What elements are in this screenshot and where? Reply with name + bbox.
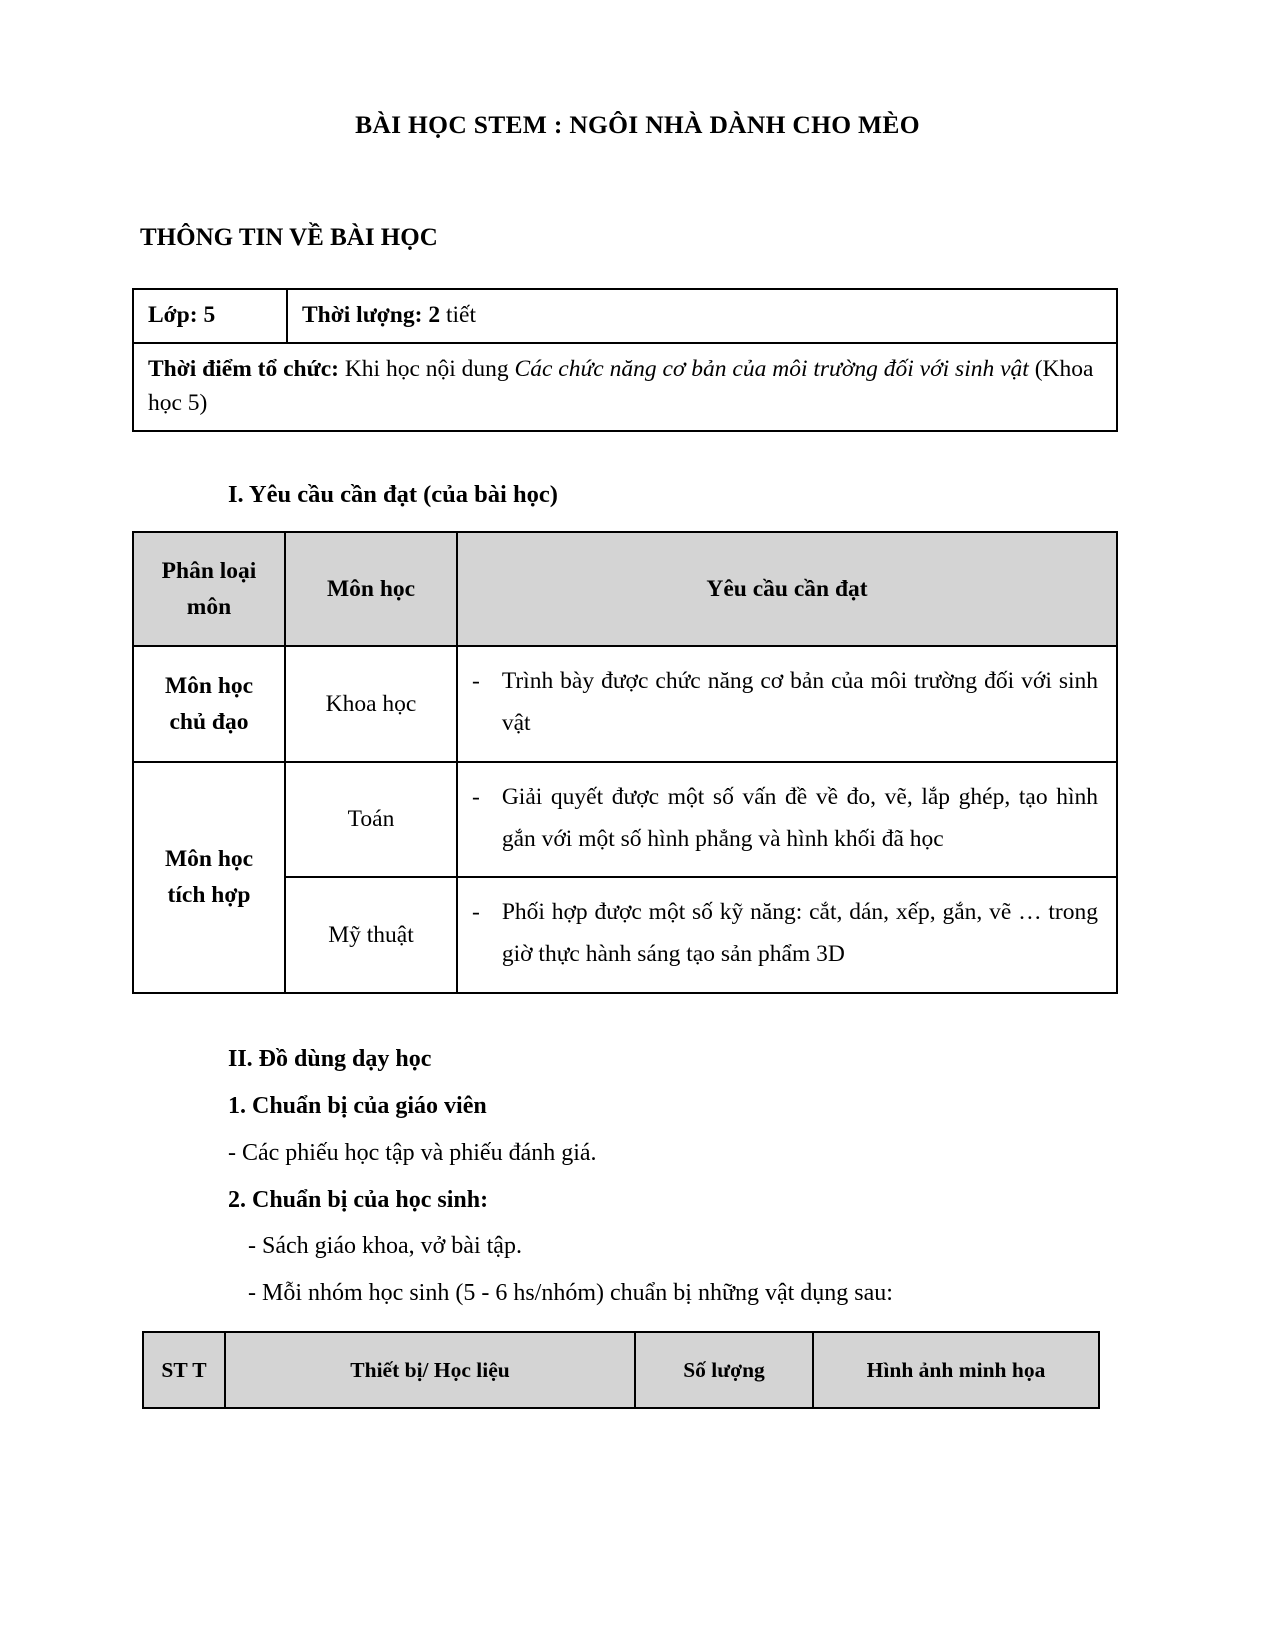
subject-type-cell: Môn học tích hợp — [133, 762, 285, 993]
timing-label: Thời điểm tổ chức: — [148, 355, 339, 382]
student-prep-text-1: - Sách giáo khoa, vở bài tập. — [248, 1233, 522, 1260]
requirement-cell — [457, 762, 1117, 878]
table-row — [133, 343, 1117, 431]
timing-cell — [133, 343, 1117, 431]
column-header-illustration: Hình ảnh minh họa — [813, 1332, 1099, 1408]
student-prep-text-2: - Mỗi nhóm học sinh (5 - 6 hs/nhóm) chuẩn bị những vật dụng sau: — [248, 1280, 893, 1307]
teacher-prep-heading: 1. Chuẩn bị của giáo viên — [228, 1092, 487, 1119]
grade-label: Lớp: 5 — [148, 301, 216, 328]
requirement-text: Trình bày được chức năng cơ bản của môi trường đối với sinh vật — [501, 668, 1098, 736]
column-header-subject: Môn học — [285, 532, 457, 646]
duration-label: Thời lượng: 2 — [302, 301, 441, 328]
duration-unit: tiết — [445, 301, 476, 328]
bullet-dash: - — [472, 668, 480, 695]
timing-text-lead: Khi học nội dung — [344, 355, 509, 382]
table-row — [133, 762, 1117, 878]
student-prep-heading: 2. Chuẩn bị của học sinh: — [228, 1186, 489, 1213]
duration-cell — [287, 289, 1117, 343]
requirement-cell — [457, 877, 1117, 993]
teacher-prep-text: - Các phiếu học tập và phiếu đánh giá. — [228, 1139, 597, 1166]
table-header-row — [143, 1332, 1099, 1408]
timing-text-italic: Các chức năng cơ bản của môi trường đối với sinh vật — [514, 355, 1029, 382]
requirement-text: Phối hợp được một số kỹ năng: cắt, dán, xếp, gắn, vẽ … trong giờ thực hành sáng tạo sản phẩm 3D — [501, 899, 1098, 968]
lesson-info-heading: THÔNG TIN VỀ BÀI HỌC — [140, 223, 438, 251]
column-header-subject-type: Phân loại môn — [133, 532, 285, 646]
materials-table — [142, 1331, 1100, 1409]
subject-cell: Khoa học — [285, 646, 457, 762]
bullet-dash: - — [472, 783, 480, 810]
timing-text-tail: (Khoa học 5) — [148, 355, 1094, 416]
requirement-cell — [457, 646, 1117, 762]
bullet-dash: - — [472, 899, 480, 926]
column-header-quantity: Số lượng — [635, 1332, 813, 1408]
table-row — [133, 289, 1117, 343]
column-header-requirements: Yêu cầu cần đạt — [457, 532, 1117, 646]
requirement-text: Giải quyết được một số vấn đề về đo, vẽ, lắp ghép, tạo hình gắn với một số hình phẳng và hình khối đã học — [501, 783, 1098, 852]
subject-cell: Mỹ thuật — [285, 877, 457, 993]
table-header-row — [133, 532, 1117, 646]
table-row — [133, 646, 1117, 762]
subject-cell: Toán — [285, 762, 457, 878]
subject-type-cell: Môn học chủ đạo — [133, 646, 285, 762]
grade-cell — [133, 289, 287, 343]
column-header-stt: ST T — [143, 1332, 225, 1408]
section-i-heading: I. Yêu cầu cần đạt (của bài học) — [228, 480, 558, 508]
lesson-info-table — [132, 288, 1118, 432]
section-ii-heading: II. Đồ dùng dạy học — [228, 1046, 432, 1073]
page-title: BÀI HỌC STEM : NGÔI NHÀ DÀNH CHO MÈO — [355, 110, 920, 139]
column-header-equipment: Thiết bị/ Học liệu — [225, 1332, 635, 1408]
section-ii — [0, 994, 1275, 1317]
learning-objectives-table — [132, 531, 1118, 994]
